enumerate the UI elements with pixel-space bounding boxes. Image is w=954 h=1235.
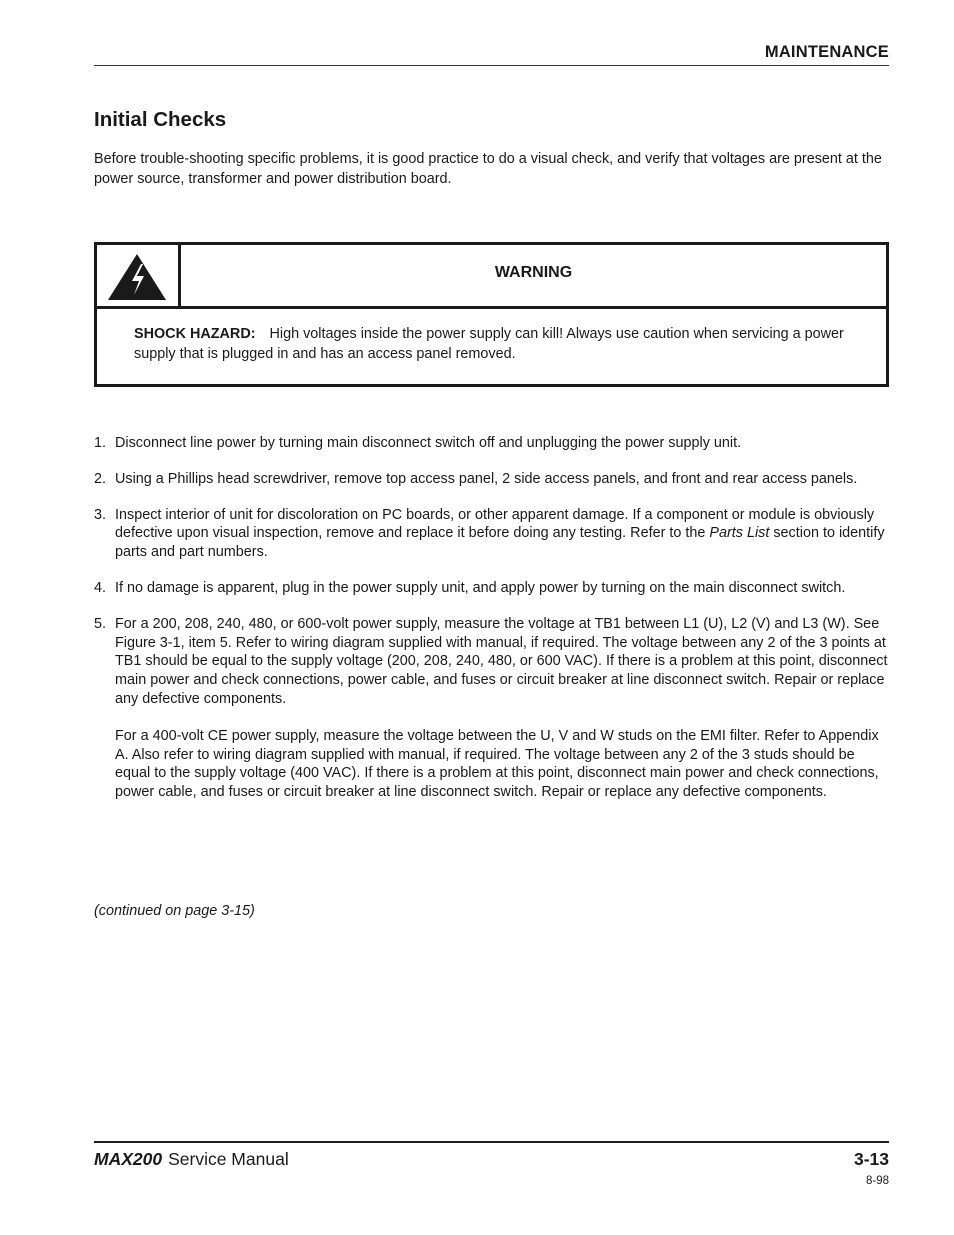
intro-paragraph: Before trouble-shooting specific problems, it is good practice to do a visual check, and verify that voltages are present at the power source, transformer and power distribution board. [94, 151, 882, 187]
warning-title: WARNING [494, 264, 573, 281]
step-1 [94, 434, 890, 453]
step-text: Disconnect line power by turning main disconnect switch off and unplugging the power supply unit. [115, 435, 742, 451]
section-header: MAINTENANCE [764, 43, 889, 61]
procedure-steps [94, 434, 890, 819]
step-4 [94, 579, 890, 598]
warning-divider [97, 306, 886, 309]
header-divider [94, 65, 889, 66]
page-title: Initial Checks [94, 108, 227, 131]
footer-manual-title [94, 1149, 289, 1170]
continued-note: (continued on page 3-15) [94, 903, 255, 919]
step-text-ce: For a 400-volt CE power supply, measure the voltage between the U, V and W studs on the EMI filter. Refer to Appendix A. Also refer to wiring diagram supplied with manual, if required. The voltage between any 2 of the 3 studs should be equal to the supply voltage (400 VAC). If there is a problem at this point, disconnect main power and check connections, power cable, and fuses or circuit breaker at line disconnect switch. Repair or replace any defective components. [115, 727, 879, 801]
page-number: 3-13 [853, 1149, 889, 1169]
step-text: Using a Phillips head screwdriver, remove top access panel, 2 side access panels, and front and rear access panels. [115, 470, 858, 487]
step-2 [94, 470, 890, 489]
product-brand: MAX200 [94, 1149, 163, 1169]
step-number: 2. [94, 470, 107, 487]
warning-box [94, 242, 889, 387]
step-number: 1. [94, 435, 107, 451]
warning-text [134, 325, 859, 364]
parts-list-reference: Parts List [709, 525, 770, 542]
warning-message: High voltages inside the power supply can kill! Always use caution when servicing a power supply that is plugged in and has an access panel removed. [134, 326, 844, 362]
revision-date: 8-98 [865, 1175, 889, 1187]
step-number: 3. [94, 506, 107, 523]
step-5 [94, 615, 890, 802]
step-text-part: Inspect interior of unit for discoloration on PC boards, or other apparent damage. If a component or module is obviously defective upon visual inspection, remove and replace it before doing any testing. Refer to the [115, 506, 875, 542]
hazard-label: SHOCK HAZARD: [134, 326, 256, 342]
step-3 [94, 506, 890, 562]
shock-hazard-icon [107, 253, 167, 301]
warning-icon-cell [97, 245, 181, 306]
step-text: If no damage is apparent, plug in the power supply unit, and apply power by turning on the main disconnect switch. [115, 579, 846, 596]
step-number: 5. [94, 615, 107, 632]
step-text: For a 200, 208, 240, 480, or 600-volt power supply, measure the voltage at TB1 between L1 (U), L2 (V) and L3 (W). See Figure 3-1, item 5. Refer to wiring diagram supplied with manual, if required. The voltage between any 2 of the 3 points at TB1 should be equal to the supply voltage (200, 208, 240, 480, or 600 VAC). If there is a problem at this point, disconnect main power and check connections, power cable, and fuses or circuit breaker at line disconnect switch. Repair or replace any defective components. [115, 615, 888, 707]
footer-divider [94, 1141, 889, 1143]
step-text [115, 507, 885, 561]
manual-name: Service Manual [168, 1149, 289, 1169]
step-text-part: section to identify parts and part numbers. [115, 525, 885, 561]
step-number: 4. [94, 579, 107, 596]
